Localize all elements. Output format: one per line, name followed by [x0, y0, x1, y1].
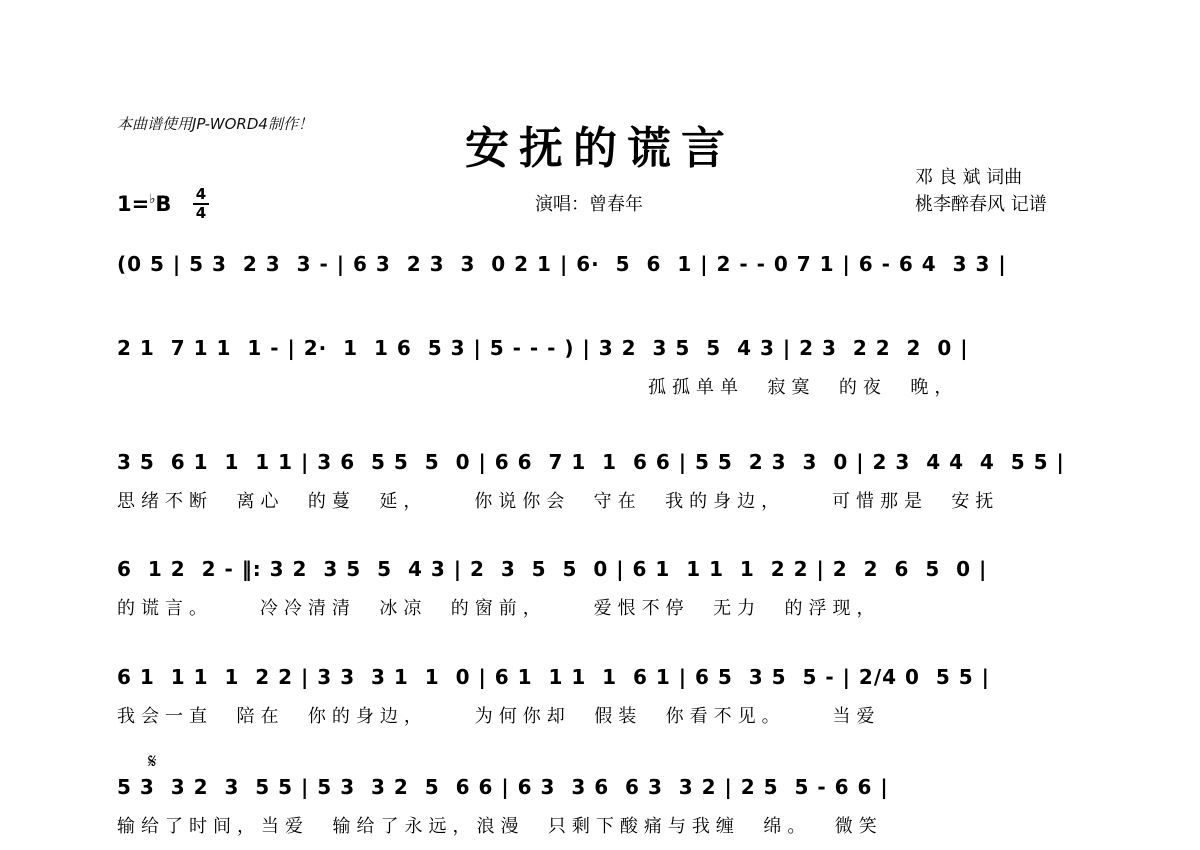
score-line — [0, 450, 1200, 520]
watermark-text: 本曲谱使用JP-WORD4制作！ — [117, 115, 313, 133]
notation-line: (0 5 | 5 3 2 3 3 - | 6 3 2 3 3 0 2 1 | 6· 5 6 1 | 2 - - 0 7 1 | 6 - 6 4 3 3 | — [117, 252, 1007, 276]
song-title: 安抚的谎言 — [465, 123, 735, 174]
time-signature — [193, 187, 209, 221]
transcriber-credit: 桃李醉春风 记谱 — [915, 194, 1047, 215]
lyrics-line: 思绪不断 离心 的蔓 延， 你说你会 守在 我的身边， 可惜那是 安抚 — [117, 491, 1000, 512]
score-line — [0, 665, 1200, 735]
lyrics-line: 的谎言。 冷冷清清 冰凉 的窗前， 爱恨不停 无力 的浮现， — [117, 598, 881, 619]
lyrics-line: 我会一直 陪在 你的身边， 为何你却 假装 你看不见。 当爱 — [117, 706, 881, 727]
notation-line: 6 1 2 2 - ‖: 3 2 3 5 5 4 3 | 2 3 5 5 0 | 6 1 1 1 1 2 2 | 2 2 6 5 0 | — [117, 557, 988, 581]
score-line — [0, 336, 1200, 406]
lyrics-line: 孤孤单单 寂寞 的夜 晚， — [648, 377, 959, 398]
key-prefix: 1= — [117, 192, 150, 216]
composer-credit: 邓 良 斌 词曲 — [915, 167, 1023, 188]
key-signature — [117, 192, 171, 216]
lyrics-line: 输给了时间，当爱 输给了永远，浪漫 只剩下酸痛与我缠 绵。 微笑 — [117, 816, 883, 837]
notation-line: 2 1 7 1 1 1 - | 2· 1 1 6 5 3 | 5 - - - ) | 3 2 3 5 5 4 3 | 2 3 2 2 2 0 | — [117, 336, 969, 360]
score-line — [0, 252, 1200, 322]
singer-credit: 演唱：曾春年 — [535, 194, 643, 215]
notation-line: 6 1 1 1 1 2 2 | 3 3 3 1 1 0 | 6 1 1 1 1 6 1 | 6 5 3 5 5 - | 2/4 0 5 5 | — [117, 665, 990, 689]
key-note: B — [155, 192, 172, 216]
time-sig-top: 4 — [195, 185, 207, 203]
notation-line: 5 3 3 2 3 5 5 | 5 3 3 2 5 6 6 | 6 3 3 6 6 3 3 2 | 2 5 5 - 6 6 | — [117, 775, 889, 799]
segno-sign: 𝄋 — [148, 749, 157, 773]
flat-sign: ♭ — [149, 192, 156, 207]
score-line — [0, 749, 1200, 845]
time-sig-bottom: 4 — [195, 204, 207, 222]
score-line — [0, 557, 1200, 627]
notation-line: 3 5 6 1 1 1 1 | 3 6 5 5 5 0 | 6 6 7 1 1 6 6 | 5 5 2 3 3 0 | 2 3 4 4 4 5 5 | — [117, 450, 1065, 474]
